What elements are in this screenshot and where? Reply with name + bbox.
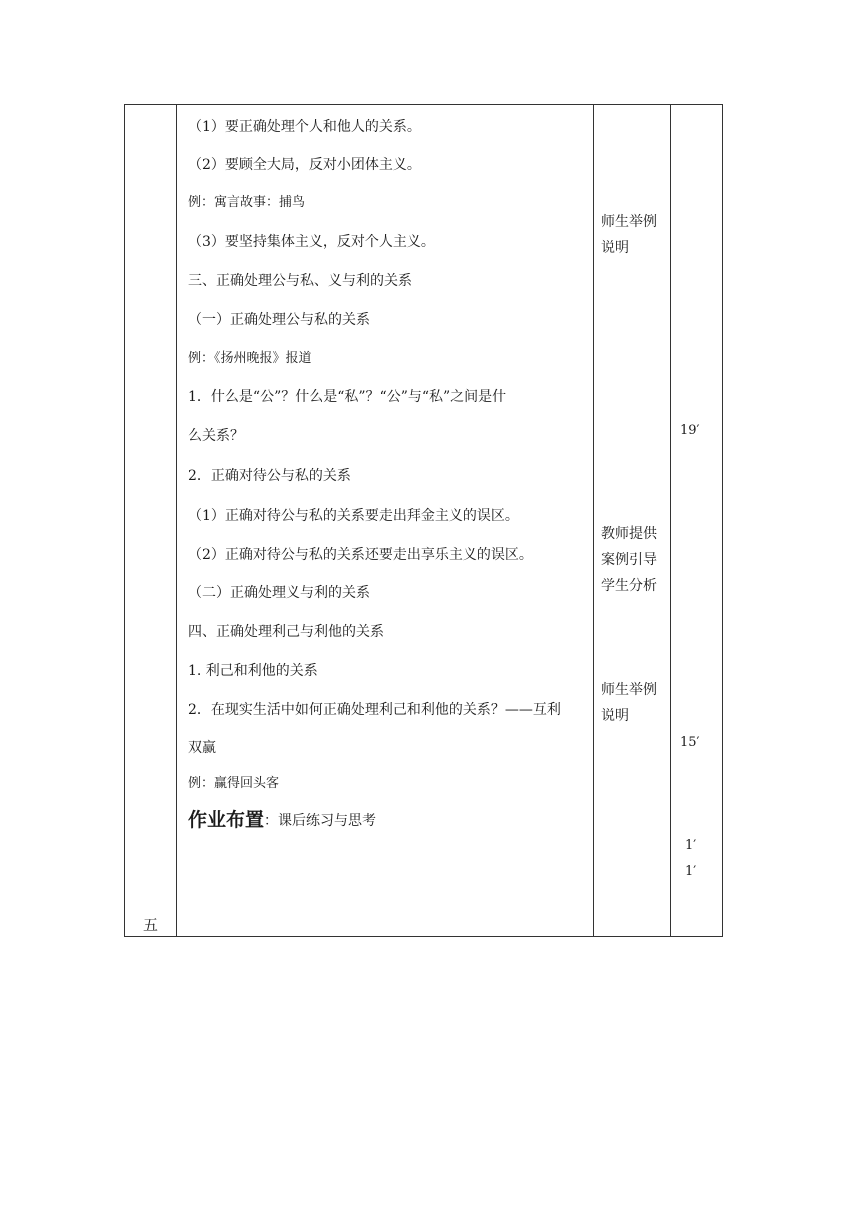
- content-line: 1. 利己和利他的关系: [188, 663, 318, 679]
- content-line: 1．什么是“公”？什么是“私”？“公”与“私”之间是什: [188, 389, 507, 405]
- time-value: 15′: [680, 735, 700, 750]
- homework-text: ：课后练习与思考: [264, 813, 377, 829]
- time-value: 1′: [685, 864, 697, 879]
- content-line: 么关系？: [188, 428, 244, 444]
- method-note: 师生举例 说明: [601, 682, 657, 724]
- content-line: （3）要坚持集体主义，反对个人主义。: [188, 234, 435, 250]
- homework-line: [188, 811, 376, 830]
- subsection-heading: （二）正确处理义与利的关系: [188, 585, 370, 601]
- homework-title: 作业布置: [188, 809, 265, 831]
- content-line: 双赢: [188, 740, 216, 756]
- method-note: 教师提供 案例引导 学生分析: [601, 526, 657, 594]
- example-line: 例：赢得回头客: [188, 776, 280, 791]
- subsection-heading: （一）正确处理公与私的关系: [188, 312, 370, 328]
- time-value: 1′: [685, 838, 697, 853]
- content-line: （1）要正确处理个人和他人的关系。: [188, 119, 421, 135]
- time-value: 19′: [680, 423, 700, 438]
- content-line: （1）正确对待公与私的关系要走出拜金主义的误区。: [188, 508, 519, 524]
- content-line: 2．正确对待公与私的关系: [188, 468, 351, 484]
- content-line: （2）要顾全大局，反对小团体主义。: [188, 157, 421, 173]
- example-line: 例：《扬州晚报》报道: [188, 351, 312, 366]
- example-line: 例：寓言故事：捕鸟: [188, 195, 306, 210]
- content-line: （2）正确对待公与私的关系还要走出享乐主义的误区。: [188, 547, 533, 563]
- content-line: 2．在现实生活中如何正确处理利己和利他的关系？——互利: [188, 702, 561, 718]
- method-note: 师生举例 说明: [601, 214, 657, 256]
- column-divider: [670, 105, 671, 936]
- column-divider: [176, 105, 177, 936]
- lesson-table: [124, 104, 723, 937]
- section-heading: 四、正确处理利己与利他的关系: [188, 624, 384, 640]
- section-heading: 三、正确处理公与私、义与利的关系: [188, 273, 412, 289]
- step-number: 五: [143, 916, 159, 934]
- column-divider: [593, 105, 594, 936]
